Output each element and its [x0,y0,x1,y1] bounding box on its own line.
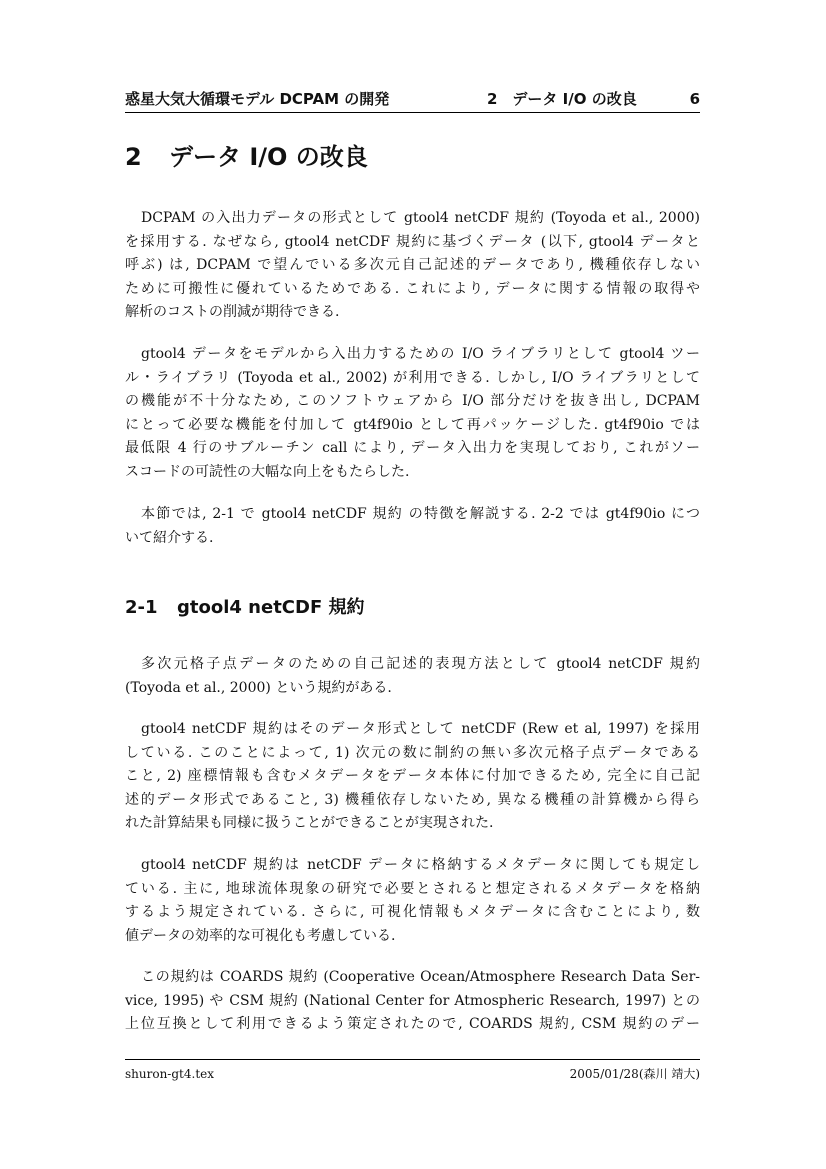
paragraph-line: DCPAM の入出力データの形式として gtool4 netCDF 規約 (Toyoda et al., 2000) [141,210,700,226]
paragraph [125,718,700,836]
paragraph-line: この規約は COARDS 規約 (Cooperative Ocean/Atmosphere Research Data Ser- [141,969,700,985]
paragraph [125,207,700,325]
paragraph [125,503,700,550]
subsection-number: 2-1 [125,597,158,618]
paragraph-line: 本節では, 2-1 で gtool4 netCDF 規約 の特徴を解説する. 2-2 では gt4f90io につ [141,506,700,522]
paragraph-line: 解析のコストの削減が期待できる. [125,304,340,320]
paragraph-line: スコードの可読性の大幅な向上をもたらした. [125,463,410,480]
paragraph-line: 最低限 4 行のサブルーチン call により, データ入出力を実現しており, これがソー [125,440,700,456]
paragraph-line: vice, 1995) や CSM 規約 (National Center for Atmospheric Research, 1997) との [125,992,700,1009]
section-heading [125,140,368,174]
paragraph-line: 値データの効率的な可視化も考慮している. [125,927,396,944]
paragraph-line: ル・ライブラリ (Toyoda et al., 2002) が利用できる. しかし, I/O ライブラリとして [125,369,700,386]
footer-filename: shuron-gt4.tex [125,1067,215,1081]
running-footer [125,1064,700,1084]
subsection-heading [125,595,365,621]
footer-divider [125,1059,700,1060]
paragraph-line: ために可搬性に優れているためである. これにより, データに関する情報の取得や [125,280,700,297]
subsection-title: gtool4 netCDF 規約 [177,597,365,618]
paragraph-line: gtool4 データをモデルから入出力するための I/O ライブラリとして gtool4 ツー [141,346,700,362]
paragraph-line: 述的データ形式であること, 3) 機種依存しないため, 異なる機種の計算機から得ら [125,791,700,808]
paragraph-line: 多次元格子点データのための自己記述的表現方法として gtool4 netCDF 規約 [141,656,700,672]
paragraph-line: こと, 2) 座標情報も含むメタデータをデータ本体に付加できるため, 完全に自己記 [125,768,700,784]
paragraph [125,854,700,948]
footer-date-author: 2005/01/28(森川 靖大) [569,1067,700,1081]
paragraph-line: gtool4 netCDF 規約はそのデータ形式として netCDF (Rew et al, 1997) を採用 [141,721,700,737]
paragraph-line: 呼ぶ) は, DCPAM で望んでいる多次元自己記述的データであり, 機種依存しない [125,257,700,273]
header-title: 惑星大気大循環モデル DCPAM の開発 [125,90,390,108]
paragraph-line: れた計算結果も同様に扱うことができることが実現された. [125,815,494,831]
header-divider [125,112,700,113]
paragraph-line: gtool4 netCDF 規約は netCDF データに格納するメタデータに関しても規定し [141,857,700,873]
header-section: 2 データ I/O の改良 [487,90,637,108]
paragraph-line: している. このことによって, 1) 次元の数に制約の無い多次元格子点データである [125,744,700,761]
section-number: 2 [125,143,142,171]
running-header [125,88,700,110]
paragraph-line: を採用する. なぜなら, gtool4 netCDF 規約に基づくデータ (以下, gtool4 データと [125,233,700,250]
paragraph [125,653,700,700]
paragraph [125,966,700,1037]
page-number: 6 [689,90,700,108]
paragraph-line: にとって必要な機能を付加して gt4f90io として再パッケージした. gt4f90io では [125,416,700,433]
paragraph-line: ている. 主に, 地球流体現象の研究で必要とされると想定されるメタデータを格納 [125,880,700,897]
section-title: データ I/O の改良 [169,143,368,171]
paragraph-line: いて紹介する. [125,529,214,546]
paragraph [125,343,700,484]
paragraph-line: (Toyoda et al., 2000) という規約がある. [125,679,392,696]
paragraph-line: するよう規定されている. さらに, 可視化情報もメタデータに含むことにより, 数 [125,904,700,920]
paragraph-line: の機能が不十分なため, このソフトウェアから I/O 部分だけを抜き出し, DCPAM [125,393,700,409]
paragraph-line: 上位互換として利用できるよう策定されたので, COARDS 規約, CSM 規約のデー [125,1016,700,1032]
